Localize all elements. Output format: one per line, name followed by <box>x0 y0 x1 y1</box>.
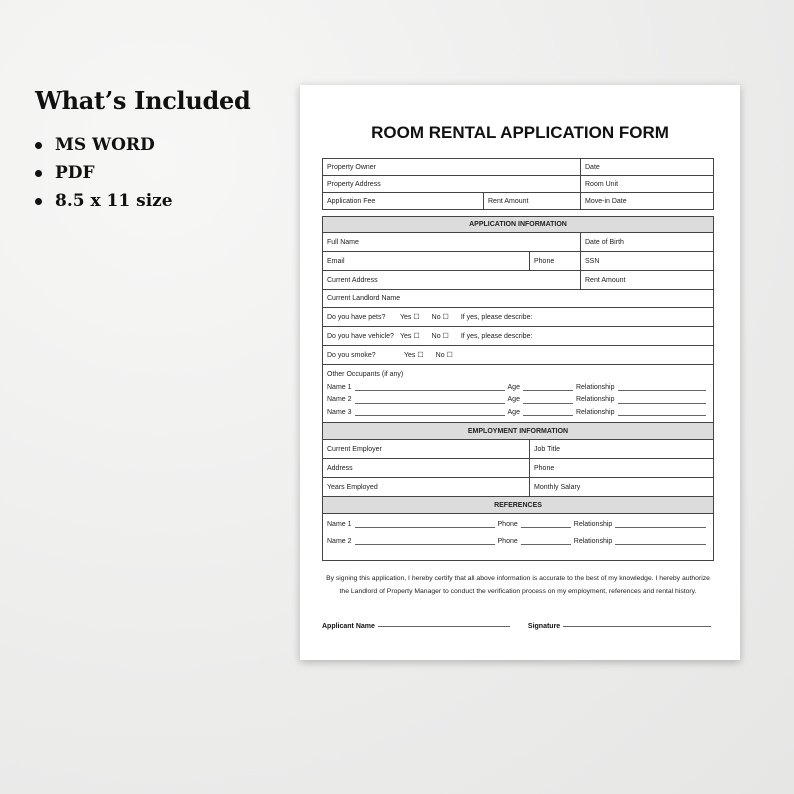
property-owner-field[interactable]: Property Owner <box>323 159 581 175</box>
employer-field[interactable]: Current Employer <box>323 440 530 458</box>
dob-field[interactable]: Date of Birth <box>585 238 624 246</box>
list-item <box>35 135 250 155</box>
rent-amount-field[interactable]: Rent Amount <box>484 193 581 209</box>
signature-row <box>322 623 714 630</box>
pets-row <box>323 308 713 326</box>
smoke-yes-checkbox[interactable]: Yes ☐ <box>404 352 424 359</box>
current-address-field[interactable]: Current Address <box>323 271 581 289</box>
heading: What’s Included <box>35 86 251 115</box>
list-item <box>35 163 250 183</box>
occupants-section <box>323 365 713 422</box>
vehicle-describe: If yes, please describe: <box>460 332 533 340</box>
references-header: REFERENCES <box>323 497 713 513</box>
application-header: APPLICATION INFORMATION <box>323 217 713 232</box>
reference-line[interactable]: Name 1 Phone Relationship <box>327 516 709 533</box>
employment-header: EMPLOYMENT INFORMATION <box>323 423 713 439</box>
pets-yes-checkbox[interactable]: Yes ☐ <box>400 314 420 321</box>
bullet-icon <box>35 142 42 149</box>
job-title-field[interactable]: Job Title <box>534 445 561 453</box>
salary-field[interactable]: Monthly Salary <box>534 483 581 491</box>
years-employed-field[interactable]: Years Employed <box>323 478 530 496</box>
date-field[interactable]: Date <box>585 163 600 171</box>
phone-field[interactable]: Phone <box>530 252 581 270</box>
occupant-line[interactable]: Name 1 Age Relationship <box>327 382 709 395</box>
form-title: ROOM RENTAL APPLICATION FORM <box>371 123 669 142</box>
property-address-field[interactable]: Property Address <box>323 176 581 192</box>
occupant-line[interactable]: Name 3 Age Relationship <box>327 407 709 420</box>
full-name-field[interactable]: Full Name <box>323 233 581 251</box>
pets-no-checkbox[interactable]: No ☐ <box>431 314 449 321</box>
occupant-line[interactable]: Name 2 Age Relationship <box>327 394 709 407</box>
email-field[interactable]: Email <box>323 252 530 270</box>
signature-label: Signature <box>527 623 561 630</box>
smoke-label: Do you smoke? <box>327 351 376 359</box>
bullet-icon <box>35 170 42 177</box>
room-unit-field[interactable]: Room Unit <box>585 180 619 188</box>
references-section <box>323 514 713 560</box>
bullet-icon <box>35 198 42 205</box>
applicant-name-label: Applicant Name <box>322 623 375 630</box>
move-in-date-field[interactable]: Move-in Date <box>585 197 627 205</box>
item-label: MS WORD <box>55 135 155 155</box>
smoke-no-checkbox[interactable]: No ☐ <box>435 352 453 359</box>
list-item <box>35 191 250 211</box>
employer-address-field[interactable]: Address <box>323 459 530 477</box>
item-label: PDF <box>55 163 95 183</box>
vehicle-yes-checkbox[interactable]: Yes ☐ <box>400 333 420 340</box>
landlord-field[interactable]: Current Landlord Name <box>327 295 401 302</box>
ssn-field[interactable]: SSN <box>585 257 600 265</box>
current-rent-field[interactable]: Rent Amount <box>585 276 626 284</box>
certification-text: By signing this application, I hereby certify that all above information is accurate to the best of my knowledge. I hereby authorize the Landlord of Property Manager to conduct the verification process on my employment, references and rental history. <box>326 575 710 595</box>
application-table <box>322 216 714 561</box>
property-table <box>322 158 714 210</box>
signature-line[interactable] <box>563 623 711 627</box>
application-fee-field[interactable]: Application Fee <box>323 193 484 209</box>
vehicle-no-checkbox[interactable]: No ☐ <box>431 333 449 340</box>
vehicle-label: Do you have vehicle? <box>327 332 394 340</box>
form-page <box>300 85 740 660</box>
reference-line[interactable]: Name 2 Phone Relationship <box>327 533 709 550</box>
applicant-name-line[interactable] <box>378 623 510 627</box>
pets-label: Do you have pets? <box>327 313 386 321</box>
vehicle-row <box>323 327 713 345</box>
employer-phone-field[interactable]: Phone <box>534 464 555 472</box>
occupants-label: Other Occupants (if any) <box>327 371 404 378</box>
item-label: 8.5 x 11 size <box>55 191 173 211</box>
feature-list <box>35 135 250 211</box>
whats-included <box>35 86 250 219</box>
smoke-row <box>323 346 713 364</box>
pets-describe: If yes, please describe: <box>460 313 533 321</box>
